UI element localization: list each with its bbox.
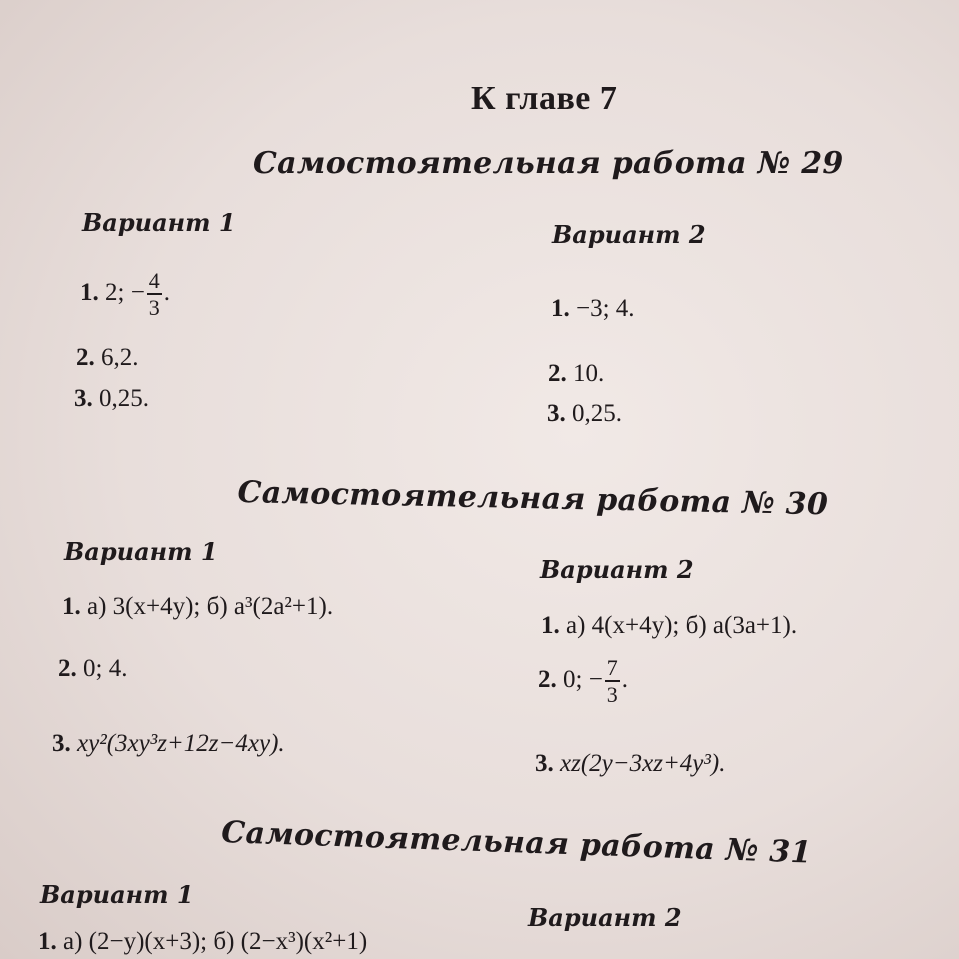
answer-30-2-3 bbox=[535, 750, 725, 778]
variant-label-29-2: Вариант 2 bbox=[552, 220, 706, 249]
variant-label-29-1: Вариант 1 bbox=[82, 208, 236, 237]
fraction-denominator: 3 bbox=[148, 295, 160, 321]
answer-text: −3; 4. bbox=[576, 295, 635, 322]
answer-text: 10. bbox=[573, 360, 605, 387]
answer-text-end: . bbox=[621, 666, 629, 694]
answer-text-end: . bbox=[163, 279, 171, 307]
answer-text: 0; − bbox=[563, 666, 603, 694]
fraction-denominator: 3 bbox=[606, 682, 618, 708]
answer-number: 1. bbox=[38, 928, 57, 955]
answer-30-2-2 bbox=[538, 655, 628, 708]
answer-text: xz(2y−3xz+4y³). bbox=[560, 750, 726, 777]
answer-29-1-3 bbox=[74, 385, 149, 413]
answer-number: 2. bbox=[548, 360, 567, 387]
answer-text: 6,2. bbox=[101, 344, 139, 371]
answer-number: 1. bbox=[551, 295, 570, 322]
answer-number: 1. bbox=[541, 612, 560, 639]
answer-29-1-2 bbox=[76, 344, 139, 372]
answer-number: 3. bbox=[547, 400, 566, 427]
answer-text: 0,25. bbox=[572, 400, 622, 427]
answer-30-2-1 bbox=[541, 612, 797, 640]
section-title-31: Самостоятельная работа № 31 bbox=[220, 815, 813, 871]
fraction bbox=[147, 268, 162, 321]
answer-text: 0; 4. bbox=[83, 655, 128, 682]
answer-text: xy²(3xy³z+12z−4xy). bbox=[77, 730, 285, 757]
answer-number: 3. bbox=[74, 385, 93, 412]
fraction-numerator: 4 bbox=[147, 268, 162, 295]
answer-number: 2. bbox=[538, 666, 557, 694]
variant-label-30-1: Вариант 1 bbox=[64, 537, 218, 566]
answer-number: 3. bbox=[535, 750, 554, 777]
answer-30-1-1 bbox=[62, 593, 333, 621]
answer-number: 2. bbox=[76, 344, 95, 371]
fraction-numerator: 7 bbox=[605, 655, 620, 682]
answer-text: а) 3(x+4y); б) a³(2a²+1). bbox=[87, 593, 334, 620]
answer-text: 0,25. bbox=[99, 385, 149, 412]
fraction bbox=[605, 655, 620, 708]
answer-text: 2; − bbox=[105, 279, 145, 307]
section-title-30: Самостоятельная работа № 30 bbox=[237, 475, 829, 523]
answer-number: 1. bbox=[80, 279, 99, 307]
answer-number: 2. bbox=[58, 655, 77, 682]
answer-29-2-1 bbox=[551, 295, 635, 323]
answer-text: а) (2−y)(x+3); б) (2−x³)(x²+1) bbox=[63, 928, 368, 955]
answer-number: 1. bbox=[62, 593, 81, 620]
answer-number: 3. bbox=[52, 730, 71, 757]
section-title-29: Самостоятельная работа № 29 bbox=[253, 146, 844, 181]
chapter-title: К главе 7 bbox=[471, 80, 618, 117]
variant-label-30-2: Вариант 2 bbox=[540, 555, 694, 584]
variant-label-31-1: Вариант 1 bbox=[40, 880, 194, 909]
answer-31-1-1 bbox=[38, 928, 367, 956]
variant-label-31-2: Вариант 2 bbox=[528, 903, 682, 932]
answer-29-2-3 bbox=[547, 400, 622, 428]
answer-29-1-1 bbox=[80, 268, 170, 321]
answer-30-1-2 bbox=[58, 655, 127, 683]
answer-29-2-2 bbox=[548, 360, 604, 388]
answer-30-1-3 bbox=[52, 730, 285, 758]
answer-text: а) 4(x+4y); б) a(3a+1). bbox=[566, 612, 798, 639]
